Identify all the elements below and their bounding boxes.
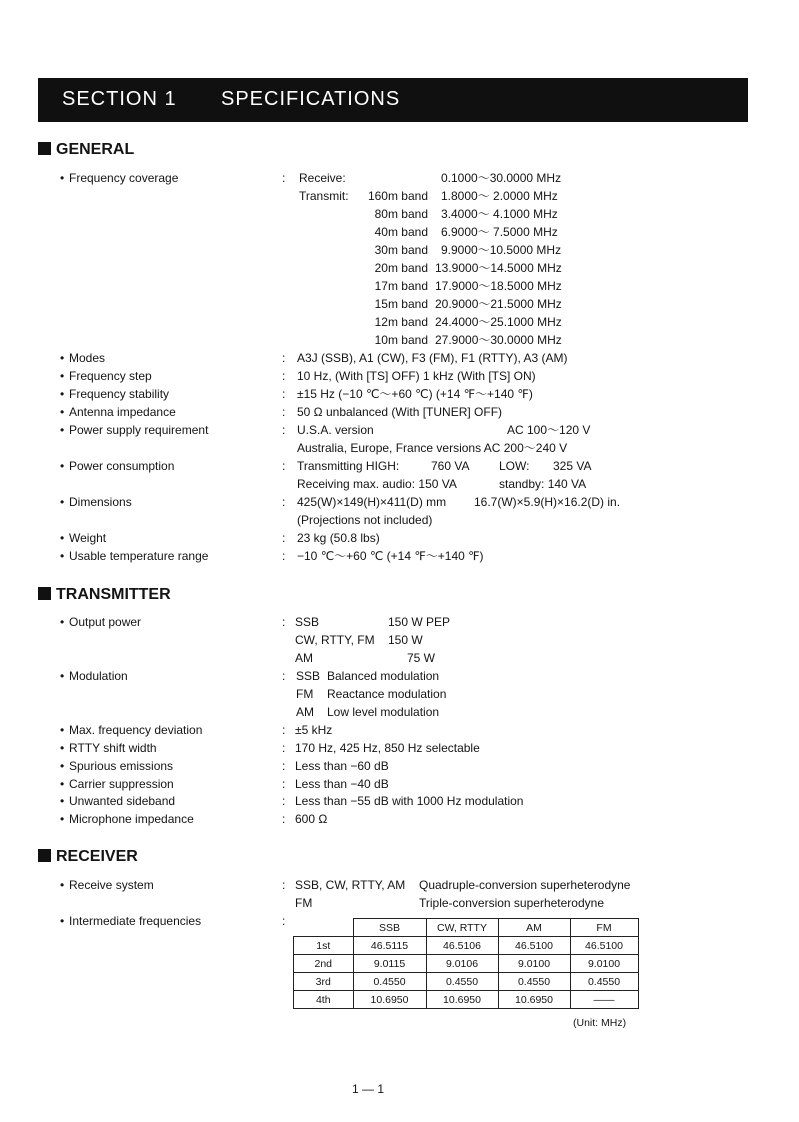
transmitter-heading: TRANSMITTER [38, 586, 171, 604]
transmit-label: Transmit: [299, 189, 349, 203]
table-cell: 10.6950 [498, 991, 570, 1009]
if-table [293, 918, 639, 1009]
table-cell: 0.4550 [353, 973, 426, 991]
spec-value-spurious: Less than −60 dB [295, 759, 389, 773]
page-number: 1 — 1 [352, 1082, 385, 1096]
spec-value-weight: 23 kg (50.8 lbs) [297, 531, 380, 545]
output-mode: AM [295, 651, 313, 665]
spec-value-microphone: 600 Ω [295, 812, 328, 826]
table-cell: 10.6950 [426, 991, 498, 1009]
table-cell: 46.5100 [570, 937, 638, 955]
general-heading: GENERAL [38, 141, 134, 159]
modulation-value: Reactance modulation [327, 687, 447, 701]
spec-value-carrier: Less than −40 dB [295, 777, 389, 791]
row-label: 1st [294, 937, 354, 955]
band-range: 27.9000～30.0000 MHz [435, 333, 562, 347]
section-number: SECTION 1 [62, 88, 177, 110]
modulation-mode: SSB [296, 669, 321, 683]
output-mode: SSB [295, 615, 320, 629]
band-range: 24.4000～25.1000 MHz [435, 315, 562, 329]
spec-value-modes: A3J (SSB), A1 (CW), F3 (FM), F1 (RTTY), A3 (AM) [297, 351, 568, 365]
band-range: 9.9000～10.5000 MHz [441, 243, 562, 257]
spec-label-max-deviation: • Max. frequency deviation [60, 723, 203, 737]
table-cell: 46.5115 [353, 937, 426, 955]
band-name: 30m band [374, 243, 428, 257]
receive-system-fm: FM [295, 896, 313, 910]
table-header: AM [498, 919, 570, 937]
table-cell: 10.6950 [353, 991, 426, 1009]
table-row [294, 937, 639, 955]
row-label: 3rd [294, 973, 354, 991]
table-cell: 0.4550 [570, 973, 638, 991]
table-cell: 9.0100 [570, 955, 638, 973]
dimensions-metric: 425(W)×149(H)×411(D) mm [297, 495, 447, 509]
table-header: CW, RTTY [426, 919, 498, 937]
spec-label-frequency-step: • Frequency step [60, 369, 152, 383]
spec-value-antenna-impedance: 50 Ω unbalanced (With [TUNER] OFF) [297, 405, 503, 419]
table-row [294, 955, 639, 973]
tx-low-value: 325 VA [553, 459, 592, 473]
rx-audio-value: Receiving max. audio: 150 VA [297, 477, 457, 491]
receive-range: 0.1000～30.0000 MHz [441, 171, 562, 185]
band-range: 3.4000～ 4.1000 MHz [441, 207, 558, 221]
spec-value-frequency-stability: ±15 Hz (−10 ℃～+60 ℃) (+14 ℉～+140 ℉) [297, 387, 533, 401]
table-cell: —— [570, 991, 638, 1009]
receiver-heading: RECEIVER [38, 848, 138, 866]
spec-value-max-deviation: ±5 kHz [295, 723, 333, 737]
table-header-row [294, 919, 639, 937]
us-version-value: AC 100～120 V [507, 423, 591, 437]
spec-value-sideband: Less than −55 dB with 1000 Hz modulation [295, 794, 524, 808]
tx-low-label: LOW: [499, 459, 530, 473]
table-cell: 46.5106 [426, 937, 498, 955]
band-range: 13.9000～14.5000 MHz [435, 261, 562, 275]
receive-system-modes: SSB, CW, RTTY, AM [295, 878, 406, 892]
spec-value-rtty-shift: 170 Hz, 425 Hz, 850 Hz selectable [295, 741, 480, 755]
modulation-mode: AM [296, 705, 314, 719]
band-name: 10m band [374, 333, 428, 347]
modulation-mode: FM [296, 687, 314, 701]
spec-label-temperature-range: • Usable temperature range [60, 549, 209, 563]
square-bullet-icon [38, 849, 51, 862]
spec-label-weight: • Weight [60, 531, 107, 545]
output-value: 150 W PEP [388, 615, 451, 629]
row-label: 4th [294, 991, 354, 1009]
spec-label-microphone: • Microphone impedance [60, 812, 194, 826]
spec-label-sideband: • Unwanted sideband [60, 794, 176, 808]
us-version-label: U.S.A. version [297, 423, 374, 437]
band-name: 15m band [374, 297, 428, 311]
band-name: 80m band [374, 207, 428, 221]
output-mode: CW, RTTY, FM [295, 633, 375, 647]
band-name: 12m band [374, 315, 428, 329]
band-range: 6.9000～ 7.5000 MHz [441, 225, 558, 239]
band-range: 20.9000～21.5000 MHz [435, 297, 562, 311]
table-header: SSB [353, 919, 426, 937]
table-cell: 0.4550 [498, 973, 570, 991]
spec-label-frequency-stability: • Frequency stability [60, 387, 170, 401]
tx-high-value: 760 VA [431, 459, 470, 473]
table-cell: 46.5100 [498, 937, 570, 955]
table-cell: 9.0100 [498, 955, 570, 973]
band-name: 40m band [374, 225, 428, 239]
spec-label-power-consumption: • Power consumption [60, 459, 175, 473]
output-value: 75 W [407, 651, 436, 665]
band-name: 17m band [374, 279, 428, 293]
section-banner [38, 78, 748, 122]
modulation-value: Balanced modulation [327, 669, 440, 683]
spec-value-frequency-step: 10 Hz, (With [TS] OFF) 1 kHz (With [TS] ON) [297, 369, 536, 383]
tx-high-label: Transmitting HIGH: [297, 459, 400, 473]
dimensions-imperial: 16.7(W)×5.9(H)×16.2(D) in. [474, 495, 621, 509]
receive-label: Receive: [299, 171, 346, 185]
rx-standby-value: standby: 140 VA [499, 477, 587, 491]
table-header: FM [570, 919, 638, 937]
unit-note: (Unit: MHz) [573, 1017, 627, 1029]
spec-label-modulation: • Modulation [60, 669, 128, 683]
spec-label-carrier: • Carrier suppression [60, 777, 174, 791]
spec-label-frequency-coverage: • Frequency coverage [60, 171, 179, 185]
dimensions-note: (Projections not included) [297, 513, 433, 527]
table-cell: 9.0106 [426, 955, 498, 973]
band-range: 17.9000～18.5000 MHz [435, 279, 562, 293]
receive-system-type: Quadruple-conversion superheterodyne [419, 878, 631, 892]
receive-system-fm-type: Triple-conversion superheterodyne [419, 896, 604, 910]
spec-label-spurious: • Spurious emissions [60, 759, 174, 773]
intl-version-value: Australia, Europe, France versions AC 200～240 V [297, 441, 568, 455]
spec-label-receive-system: • Receive system [60, 878, 154, 892]
table-row [294, 991, 639, 1009]
spec-label-rtty-shift: • RTTY shift width [60, 741, 157, 755]
spec-label-antenna-impedance: • Antenna impedance [60, 405, 176, 419]
spec-label-modes: • Modes [60, 351, 106, 365]
section-title: SPECIFICATIONS [221, 88, 401, 110]
band-name: 160m band [367, 189, 428, 203]
spec-label-power-supply: • Power supply requirement [60, 423, 209, 437]
modulation-value: Low level modulation [327, 705, 440, 719]
spec-label-intermediate-frequencies: • Intermediate frequencies [60, 914, 202, 928]
output-value: 150 W [388, 633, 423, 647]
square-bullet-icon [38, 587, 51, 600]
spec-label-dimensions: • Dimensions [60, 495, 132, 509]
table-cell: 0.4550 [426, 973, 498, 991]
square-bullet-icon [38, 142, 51, 155]
band-name: 20m band [374, 261, 428, 275]
row-label: 2nd [294, 955, 354, 973]
table-row [294, 973, 639, 991]
table-cell: 9.0115 [353, 955, 426, 973]
spec-value-temperature-range: −10 ℃～+60 ℃ (+14 ℉～+140 ℉) [297, 549, 484, 563]
band-range: 1.8000～ 2.0000 MHz [441, 189, 558, 203]
spec-label-output-power: • Output power [60, 615, 142, 629]
